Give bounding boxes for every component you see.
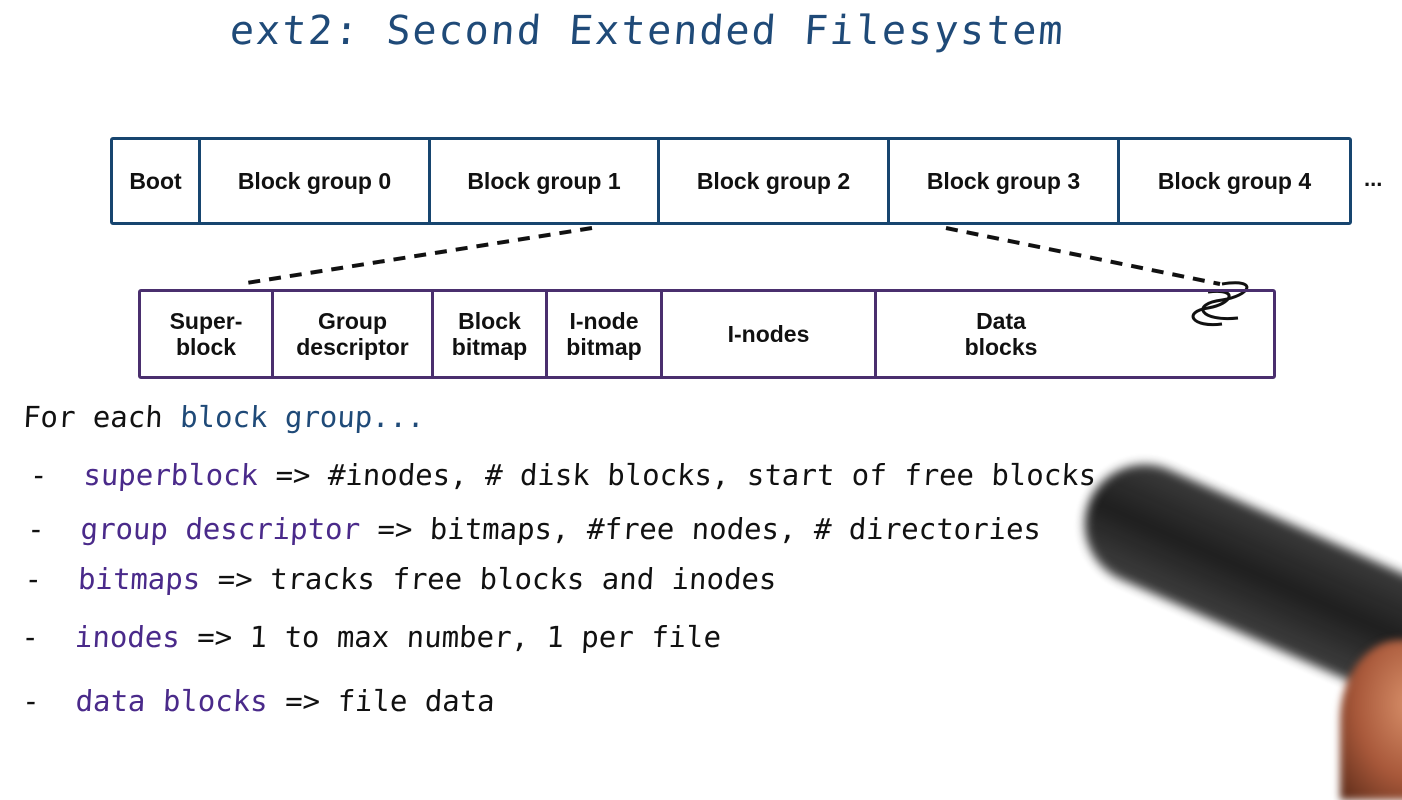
block-group-1: Block group 1	[431, 140, 660, 222]
block-group-2: Block group 2	[660, 140, 890, 222]
note-arrow: =>	[376, 512, 414, 546]
note-dash: -	[20, 620, 40, 654]
note-dash: -	[29, 458, 49, 492]
data-blocks-cell	[877, 292, 1273, 376]
block-bitmap-label-2: bitmap	[451, 334, 528, 360]
note-term: inodes	[74, 620, 181, 654]
note-dash: -	[21, 684, 41, 718]
more-groups-ellipsis: ...	[1364, 166, 1383, 191]
diagram-title: ext2: Second Extended Filesystem	[228, 8, 1067, 54]
block-group-0: Block group 0	[201, 140, 431, 222]
note-superblock	[29, 458, 1097, 492]
note-inodes	[21, 620, 722, 654]
note-data-blocks	[21, 684, 495, 718]
inodes-cell	[663, 292, 877, 376]
block-bitmap-label-1: Block	[458, 308, 521, 334]
inode-bitmap-label-2: bitmap	[566, 334, 642, 360]
inode-bitmap-cell	[548, 292, 663, 376]
inodes-label: I-nodes	[727, 321, 810, 347]
note-dash: -	[23, 562, 43, 596]
notes-intro-term: block group...	[179, 400, 426, 434]
note-arrow: =>	[216, 562, 254, 596]
note-term: bitmaps	[77, 562, 202, 596]
note-text: 1 to max number, 1 per file	[248, 620, 722, 654]
block-bitmap-cell	[434, 292, 548, 376]
dashed-connector-left	[240, 228, 592, 284]
group-descriptor-label-2: descriptor	[296, 334, 409, 360]
boot-block: Boot	[113, 140, 201, 222]
notes-intro-prefix: For each	[22, 400, 164, 434]
note-text: file data	[336, 684, 496, 718]
notes-intro	[22, 400, 425, 434]
note-arrow: =>	[274, 458, 312, 492]
inode-bitmap-label-1: I-node	[569, 308, 639, 334]
note-term: data blocks	[74, 684, 269, 718]
note-dash: -	[26, 512, 46, 546]
note-group-descriptor	[26, 512, 1042, 546]
note-text: tracks free blocks and inodes	[269, 562, 778, 596]
note-arrow: =>	[196, 620, 234, 654]
group-descriptor-cell	[274, 292, 434, 376]
superblock-label-1: Super-	[169, 308, 243, 334]
block-group-3: Block group 3	[890, 140, 1120, 222]
note-bitmaps	[24, 562, 778, 596]
data-blocks-label-1: Data	[976, 308, 1026, 334]
dashed-connector-right	[946, 228, 1220, 284]
superblock-cell	[141, 292, 274, 376]
note-text: #inodes, # disk blocks, start of free blocks	[327, 458, 1098, 492]
note-arrow: =>	[284, 684, 322, 718]
data-blocks-label-2: blocks	[964, 334, 1038, 360]
block-group-4: Block group 4	[1157, 167, 1312, 194]
note-text: bitmaps, #free nodes, # directories	[429, 512, 1042, 546]
note-term: group descriptor	[79, 512, 361, 546]
block-group-detail-row	[138, 289, 1276, 379]
superblock-label-2: block	[175, 334, 237, 360]
group-descriptor-label-1: Group	[318, 308, 387, 334]
note-term: superblock	[82, 458, 260, 492]
